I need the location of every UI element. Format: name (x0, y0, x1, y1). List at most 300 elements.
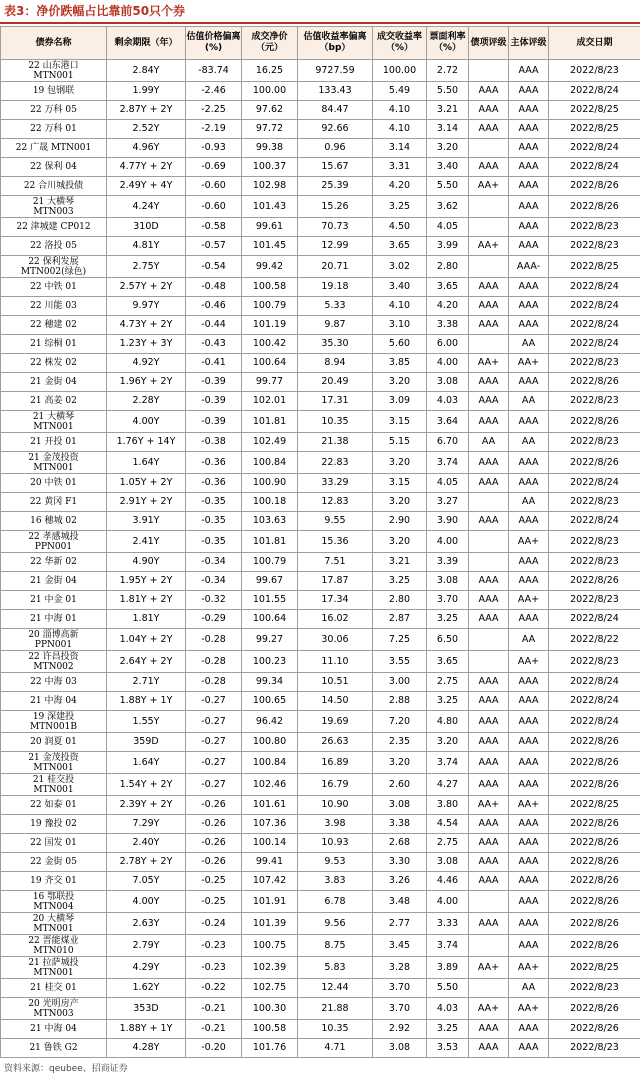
table-cell (469, 196, 509, 218)
table-cell: 2022/8/23 (549, 979, 640, 998)
table-cell: -0.29 (186, 610, 242, 629)
table-cell: 107.42 (242, 872, 298, 891)
table-cell: 8.94 (298, 354, 373, 373)
table-row (1, 335, 640, 354)
table-cell: 4.73Y + 2Y (107, 316, 186, 335)
table-cell: 3.27 (427, 493, 469, 512)
table-cell: 3.25 (373, 196, 427, 218)
table-cell: 100.23 (242, 651, 298, 673)
table-cell: 101.55 (242, 591, 298, 610)
table-cell: 2022/8/25 (549, 120, 640, 139)
table-cell: 100.58 (242, 1020, 298, 1039)
table-cell: 3.25 (427, 692, 469, 711)
table-cell: AAA (469, 913, 509, 935)
table-cell: AA+ (509, 998, 549, 1020)
table-cell (469, 651, 509, 673)
table-cell: AAA (509, 834, 549, 853)
table-cell: 101.45 (242, 237, 298, 256)
table-cell: AAA (469, 774, 509, 796)
table-cell: 3.65 (427, 278, 469, 297)
table-row (1, 673, 640, 692)
table-cell: AAA (509, 316, 549, 335)
table-cell: 102.46 (242, 774, 298, 796)
table-cell: 2.72 (427, 60, 469, 82)
table-cell: 6.70 (427, 433, 469, 452)
table-cell: 2022/8/26 (549, 913, 640, 935)
table-cell: 0.96 (298, 139, 373, 158)
table-cell: 4.54 (427, 815, 469, 834)
table-cell: 2022/8/23 (549, 591, 640, 610)
table-cell: 2.52Y (107, 120, 186, 139)
bond-name-cell: 21 综桐 01 (1, 335, 107, 354)
table-cell: 102.75 (242, 979, 298, 998)
table-cell: 2.71Y (107, 673, 186, 692)
table-cell: 2022/8/26 (549, 891, 640, 913)
table-cell: 10.93 (298, 834, 373, 853)
table-cell: 2022/8/26 (549, 774, 640, 796)
table-cell: 3.08 (427, 853, 469, 872)
table-cell: 100.84 (242, 752, 298, 774)
table-row (1, 433, 640, 452)
bond-name-cell: 21 金茂投资 MTN001 (1, 752, 107, 774)
table-cell: 16.89 (298, 752, 373, 774)
table-cell: 2022/8/23 (549, 493, 640, 512)
table-cell: 1.76Y + 14Y (107, 433, 186, 452)
table-cell: -0.27 (186, 774, 242, 796)
table-row (1, 60, 640, 82)
table-cell: -0.36 (186, 452, 242, 474)
header-cell: 债项评级 (469, 27, 509, 60)
table-row (1, 998, 640, 1020)
table-cell: 1.99Y (107, 82, 186, 101)
table-cell: AA+ (509, 591, 549, 610)
table-cell: AAA (509, 101, 549, 120)
table-cell: 3.70 (427, 591, 469, 610)
table-cell: 3.08 (427, 373, 469, 392)
bond-name-cell: 20 光明房产 MTN003 (1, 998, 107, 1020)
table-cell: AAA (509, 373, 549, 392)
table-row (1, 1039, 640, 1058)
table-cell: 3.38 (427, 316, 469, 335)
table-cell: 3.14 (427, 120, 469, 139)
table-cell: 2.28Y (107, 392, 186, 411)
table-cell: 2022/8/24 (549, 316, 640, 335)
table-cell: -0.41 (186, 354, 242, 373)
table-cell: 2.49Y + 4Y (107, 177, 186, 196)
table-cell: AAA (469, 834, 509, 853)
table-cell: AAA (509, 815, 549, 834)
table-cell: 2022/8/24 (549, 512, 640, 531)
bond-name-cell: 20 中铁 01 (1, 474, 107, 493)
bond-name-cell: 21 金茂投资 MTN001 (1, 452, 107, 474)
table-cell: 2.84Y (107, 60, 186, 82)
table-cell: 3.74 (427, 935, 469, 957)
table-cell: 3.08 (427, 572, 469, 591)
table-cell: 100.75 (242, 935, 298, 957)
table-cell: 12.44 (298, 979, 373, 998)
table-cell: 26.63 (298, 733, 373, 752)
header-cell: 成交收益率（%） (373, 27, 427, 60)
table-cell: 9.87 (298, 316, 373, 335)
table-row (1, 256, 640, 278)
bond-name-cell: 20 淄博高新 PPN001 (1, 629, 107, 651)
table-cell: 21.88 (298, 998, 373, 1020)
table-row (1, 711, 640, 733)
table-cell: AA+ (469, 796, 509, 815)
table-cell (469, 60, 509, 82)
table-cell: 2022/8/23 (549, 433, 640, 452)
table-cell: 1.55Y (107, 711, 186, 733)
table-row (1, 979, 640, 998)
table-cell: 99.34 (242, 673, 298, 692)
table-cell: 100.30 (242, 998, 298, 1020)
table-cell: 3.90 (427, 512, 469, 531)
table-cell: 2.80 (373, 591, 427, 610)
table-cell: 2022/8/26 (549, 733, 640, 752)
table-cell: 100.80 (242, 733, 298, 752)
table-cell: 2022/8/24 (549, 673, 640, 692)
table-cell: 3.65 (373, 237, 427, 256)
table-cell: 2022/8/23 (549, 1039, 640, 1058)
table-cell: 6.00 (427, 335, 469, 354)
bond-name-cell: 22 国发 01 (1, 834, 107, 853)
table-cell: 2.88 (373, 692, 427, 711)
table-cell: 9727.59 (298, 60, 373, 82)
table-cell: 5.15 (373, 433, 427, 452)
table-cell: 101.81 (242, 531, 298, 553)
table-row (1, 796, 640, 815)
table-cell: 3.85 (373, 354, 427, 373)
table-cell: 14.50 (298, 692, 373, 711)
table-cell: -0.26 (186, 834, 242, 853)
table-cell: 35.30 (298, 335, 373, 354)
table-cell: 2022/8/25 (549, 957, 640, 979)
table-cell: 15.36 (298, 531, 373, 553)
table-cell: 100.18 (242, 493, 298, 512)
table-row (1, 651, 640, 673)
table-cell: 1.54Y + 2Y (107, 774, 186, 796)
table-row (1, 610, 640, 629)
table-row (1, 139, 640, 158)
table-cell: AAA (509, 891, 549, 913)
table-cell: 3.65 (427, 651, 469, 673)
table-cell: AAA (469, 158, 509, 177)
table-cell: AAA (469, 316, 509, 335)
table-cell: -0.44 (186, 316, 242, 335)
table-cell: 2022/8/23 (549, 354, 640, 373)
table-cell: 3.91Y (107, 512, 186, 531)
table-cell: -0.43 (186, 335, 242, 354)
table-cell: 101.91 (242, 891, 298, 913)
table-cell: 3.98 (298, 815, 373, 834)
table-cell: 2.68 (373, 834, 427, 853)
table-cell: 99.42 (242, 256, 298, 278)
table-cell: 3.70 (373, 998, 427, 1020)
table-cell: 4.92Y (107, 354, 186, 373)
table-cell: 84.47 (298, 101, 373, 120)
table-cell: 33.29 (298, 474, 373, 493)
table-cell: 2.60 (373, 774, 427, 796)
table-cell: AAA (469, 392, 509, 411)
table-cell: AA+ (469, 237, 509, 256)
table-row (1, 872, 640, 891)
table-row (1, 316, 640, 335)
table-cell: AAA (509, 673, 549, 692)
bond-name-cell: 21 拉萨城投 MTN001 (1, 957, 107, 979)
table-cell: AA+ (469, 177, 509, 196)
table-cell: AAA (509, 572, 549, 591)
table-cell: AA (509, 979, 549, 998)
table-cell: 9.55 (298, 512, 373, 531)
table-cell: 2022/8/26 (549, 373, 640, 392)
table-cell: 2.75 (427, 673, 469, 692)
table-cell: 3.20 (373, 373, 427, 392)
table-cell: 3.28 (373, 957, 427, 979)
table-cell: 4.00 (427, 354, 469, 373)
table-cell: 1.23Y + 3Y (107, 335, 186, 354)
table-cell: AAA (469, 872, 509, 891)
table-cell: 3.40 (373, 278, 427, 297)
table-cell: 5.33 (298, 297, 373, 316)
bond-name-cell: 22 穗建 02 (1, 316, 107, 335)
table-cell: 3.74 (427, 752, 469, 774)
table-cell: 100.79 (242, 553, 298, 572)
table-cell (469, 979, 509, 998)
table-cell: 2022/8/26 (549, 196, 640, 218)
table-cell: 4.27 (427, 774, 469, 796)
table-cell: 20.49 (298, 373, 373, 392)
table-cell: 97.72 (242, 120, 298, 139)
table-cell: -0.20 (186, 1039, 242, 1058)
table-cell: AAA (509, 553, 549, 572)
table-cell: 99.38 (242, 139, 298, 158)
table-cell: 21.38 (298, 433, 373, 452)
table-cell (469, 891, 509, 913)
bond-name-cell: 22 黄冈 F1 (1, 493, 107, 512)
table-cell: 2022/8/26 (549, 834, 640, 853)
table-cell: 3.20 (373, 531, 427, 553)
header-cell: 债券名称 (1, 27, 107, 60)
table-cell: 100.00 (242, 82, 298, 101)
table-cell (469, 935, 509, 957)
table-cell: 2022/8/24 (549, 158, 640, 177)
table-cell: -0.25 (186, 891, 242, 913)
table-row (1, 452, 640, 474)
bond-name-cell: 22 晋能煤业 MTN010 (1, 935, 107, 957)
table-cell: 99.77 (242, 373, 298, 392)
table-row (1, 572, 640, 591)
table-cell: -2.46 (186, 82, 242, 101)
table-cell: 2022/8/26 (549, 853, 640, 872)
table-row (1, 531, 640, 553)
table-cell: 100.90 (242, 474, 298, 493)
table-cell: 96.42 (242, 711, 298, 733)
table-cell: AAA (509, 297, 549, 316)
table-cell: AAA (469, 853, 509, 872)
table-cell: 1.95Y + 2Y (107, 572, 186, 591)
table-cell: -0.60 (186, 196, 242, 218)
table-cell: -0.46 (186, 297, 242, 316)
table-cell: 1.81Y + 2Y (107, 591, 186, 610)
table-cell: AAA (469, 512, 509, 531)
table-cell: 3.99 (427, 237, 469, 256)
table-cell: 2.79Y (107, 935, 186, 957)
table-cell: 1.96Y + 2Y (107, 373, 186, 392)
table-cell: 2022/8/24 (549, 474, 640, 493)
table-cell: 2022/8/25 (549, 256, 640, 278)
table-cell: -0.58 (186, 218, 242, 237)
table-cell: 2022/8/24 (549, 610, 640, 629)
table-cell: 20.71 (298, 256, 373, 278)
table-cell: 12.83 (298, 493, 373, 512)
table-cell: 3.62 (427, 196, 469, 218)
table-cell: -0.23 (186, 957, 242, 979)
table-row (1, 733, 640, 752)
table-row (1, 177, 640, 196)
table-row (1, 553, 640, 572)
table-cell: 4.00 (427, 891, 469, 913)
table-cell: 5.49 (373, 82, 427, 101)
table-cell: 2022/8/26 (549, 572, 640, 591)
table-cell: 3.15 (373, 474, 427, 493)
table-cell: 2.92 (373, 1020, 427, 1039)
table-cell: AAA (509, 1039, 549, 1058)
table-cell: AAA (509, 452, 549, 474)
table-cell: 30.06 (298, 629, 373, 651)
table-cell: 4.96Y (107, 139, 186, 158)
source-note: 资料来源：qeubee、招商证券 (4, 1064, 128, 1074)
table-row (1, 834, 640, 853)
table-cell: 4.00 (427, 531, 469, 553)
table-cell: 4.77Y + 2Y (107, 158, 186, 177)
table-cell: 16.25 (242, 60, 298, 82)
table-cell: 10.90 (298, 796, 373, 815)
table-cell: -0.39 (186, 373, 242, 392)
table-cell: AA (509, 392, 549, 411)
table-cell: 4.00Y (107, 891, 186, 913)
table-cell: 1.62Y (107, 979, 186, 998)
table-cell: 2022/8/26 (549, 411, 640, 433)
table-cell: -0.27 (186, 692, 242, 711)
table-cell: -0.22 (186, 979, 242, 998)
table-cell: AAA (469, 474, 509, 493)
table-cell: AA+ (469, 998, 509, 1020)
table-cell: AAA (469, 101, 509, 120)
table-cell: AAA (469, 411, 509, 433)
table-cell: AAA (509, 711, 549, 733)
table-cell: 5.60 (373, 335, 427, 354)
table-cell: 133.43 (298, 82, 373, 101)
table-cell: 1.88Y + 1Y (107, 1020, 186, 1039)
table-cell: -0.57 (186, 237, 242, 256)
table-cell: 2022/8/25 (549, 101, 640, 120)
table-cell: 101.43 (242, 196, 298, 218)
table-cell: -0.39 (186, 392, 242, 411)
table-cell: 4.80 (427, 711, 469, 733)
table-cell (469, 139, 509, 158)
table-cell: 99.27 (242, 629, 298, 651)
bond-name-cell: 21 金街 04 (1, 373, 107, 392)
table-cell: 2.75 (427, 834, 469, 853)
table-cell: 11.10 (298, 651, 373, 673)
table-cell (469, 531, 509, 553)
bond-name-cell: 22 中铁 01 (1, 278, 107, 297)
table-cell: 7.25 (373, 629, 427, 651)
table-cell: AAA (469, 297, 509, 316)
table-cell: 101.19 (242, 316, 298, 335)
table-cell: AAA (509, 196, 549, 218)
table-row (1, 913, 640, 935)
table-cell: 4.90Y (107, 553, 186, 572)
bond-name-cell: 21 桂交投 MTN001 (1, 774, 107, 796)
table-cell: 3.08 (373, 796, 427, 815)
table-cell: -0.39 (186, 411, 242, 433)
table-cell: 25.39 (298, 177, 373, 196)
table-cell: 8.75 (298, 935, 373, 957)
table-cell: -0.32 (186, 591, 242, 610)
table-cell: 17.31 (298, 392, 373, 411)
table-cell: 4.50 (373, 218, 427, 237)
table-cell: -0.25 (186, 872, 242, 891)
table-cell: 9.97Y (107, 297, 186, 316)
bond-name-cell: 22 万科 01 (1, 120, 107, 139)
table-row (1, 101, 640, 120)
table-cell: 2.87Y + 2Y (107, 101, 186, 120)
table-cell: 2022/8/26 (549, 998, 640, 1020)
table-cell: 10.51 (298, 673, 373, 692)
table-cell: AAA (509, 474, 549, 493)
header-row (1, 27, 640, 60)
table-cell: 3.20 (373, 452, 427, 474)
table-cell: 102.39 (242, 957, 298, 979)
bond-name-cell: 21 中海 04 (1, 692, 107, 711)
table-cell: 3.25 (373, 572, 427, 591)
bond-name-cell: 21 金街 04 (1, 572, 107, 591)
bond-name-cell: 21 中海 01 (1, 610, 107, 629)
table-cell: 3.48 (373, 891, 427, 913)
bond-name-cell: 21 鲁铁 G2 (1, 1039, 107, 1058)
table-cell: 4.29Y (107, 957, 186, 979)
table-cell: 1.64Y (107, 452, 186, 474)
table-cell: 100.42 (242, 335, 298, 354)
table-cell: 3.83 (298, 872, 373, 891)
table-cell (469, 256, 509, 278)
table-cell: AA (469, 433, 509, 452)
table-cell: AAA (509, 853, 549, 872)
table-cell: 10.35 (298, 411, 373, 433)
table-cell: -0.36 (186, 474, 242, 493)
table-cell: 2.63Y (107, 913, 186, 935)
table-row (1, 218, 640, 237)
table-body (1, 60, 640, 1058)
table-cell: 3.55 (373, 651, 427, 673)
bond-name-cell: 22 广晟 MTN001 (1, 139, 107, 158)
table-cell: 2022/8/26 (549, 815, 640, 834)
table-cell: 4.03 (427, 998, 469, 1020)
table-cell: 3.15 (373, 411, 427, 433)
bond-name-cell: 21 开投 01 (1, 433, 107, 452)
table-cell: 2.40Y (107, 834, 186, 853)
table-cell: AA+ (509, 354, 549, 373)
table-cell: 2.57Y + 2Y (107, 278, 186, 297)
table-cell: AAA (509, 935, 549, 957)
table-cell: -0.23 (186, 935, 242, 957)
table-cell: 12.99 (298, 237, 373, 256)
table-cell: 3.20 (373, 493, 427, 512)
table-cell: -0.60 (186, 177, 242, 196)
table-cell: 2022/8/26 (549, 752, 640, 774)
table-cell: 4.00Y (107, 411, 186, 433)
